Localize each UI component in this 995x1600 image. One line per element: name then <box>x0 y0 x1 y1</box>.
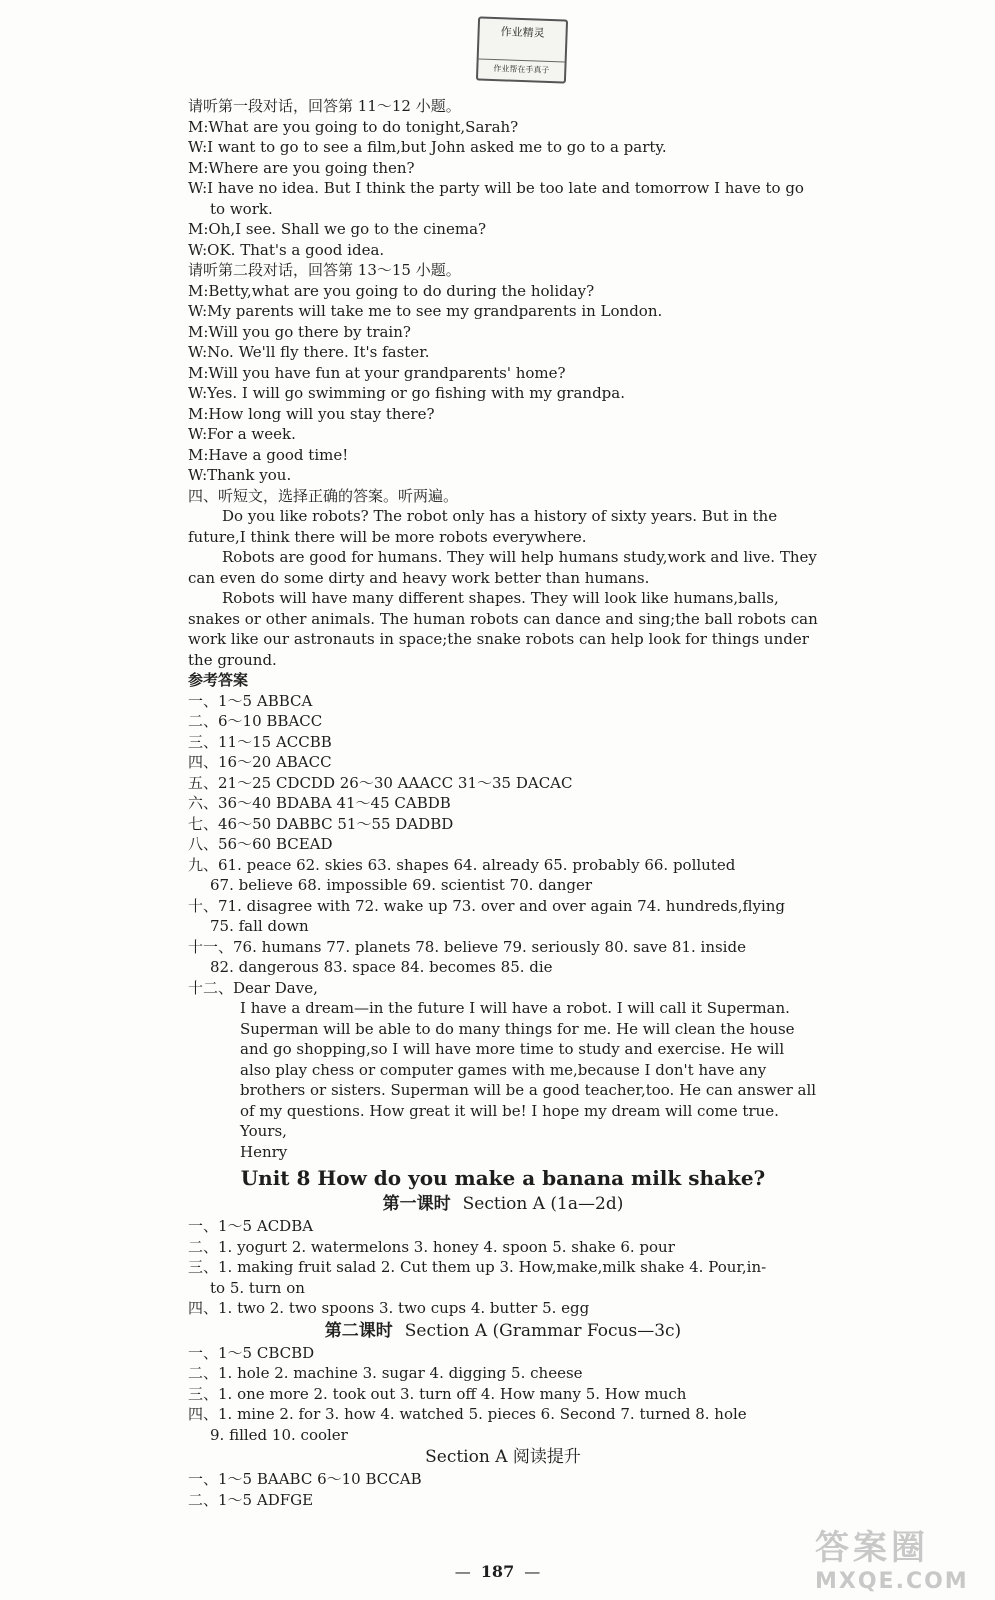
lesson-heading <box>188 1192 818 1216</box>
answer-line: 四、1. mine 2. for 3. how 4. watched 5. pieces 6. Second 7. turned 8. hole <box>188 1405 747 1423</box>
page-dash: — <box>524 1562 541 1581</box>
answer-line: 一、1～5 BAABC 6～10 BCCAB <box>188 1470 422 1488</box>
script-line: W:No. We'll fly there. It's faster. <box>188 343 430 361</box>
answer-line: 七、46～50 DABBC 51～55 DADBD <box>188 814 454 833</box>
script-line: W:OK. That's a good idea. <box>188 240 385 259</box>
answer-line: 一、1～5 ABBCA <box>188 691 313 710</box>
script-line: 请听第二段对话，回答第 13～15 小题。 <box>188 261 461 279</box>
answer-line: 二、1. yogurt 2. watermelons 3. honey 4. spoon 5. shake 6. pour <box>188 1237 675 1256</box>
lesson-heading <box>188 1319 818 1343</box>
reading-section-heading: Section A 阅读提升 <box>425 1447 581 1467</box>
lesson-label: 第一课时 <box>382 1194 451 1214</box>
page-content <box>188 96 818 1510</box>
answer-line: 十二、Dear Dave, <box>188 978 318 997</box>
answer-list <box>188 691 818 999</box>
script-line: M:Betty,what are you going to do during the holiday? <box>188 281 595 300</box>
script-line: M:How long will you stay there? <box>188 404 435 423</box>
answer-line: 十一、76. humans 77. planets 78. believe 79. seriously 80. save 81. inside <box>188 937 746 956</box>
answer-line: 二、1～5 ADFGE <box>188 1490 314 1509</box>
answers-heading: 参考答案 <box>188 671 249 689</box>
lesson-section: Section A (Grammar Focus—3c) <box>404 1320 682 1341</box>
answer-line: 四、1. two 2. two spoons 3. two cups 4. butter 5. egg <box>188 1299 590 1317</box>
passage-paragraph: Do you like robots? The robot only has a history of sixty years. But in the future,I think there will be more robots everywhere. <box>188 507 778 546</box>
answer-line: 75. fall down <box>210 917 309 935</box>
lesson-label: 第二课时 <box>324 1320 393 1341</box>
script-line: W:For a week. <box>188 425 296 443</box>
page-dash: — <box>454 1562 471 1581</box>
sample-letter <box>188 998 818 1162</box>
answer-line: 六、36～40 BDABA 41～45 CABDB <box>188 794 451 812</box>
answer-line: 三、1. one more 2. took out 3. turn off 4. How many 5. How much <box>188 1384 687 1403</box>
listening-script <box>188 96 818 506</box>
answer-line: 三、1. making fruit salad 2. Cut them up 3. How,make,milk shake 4. Pour,in- <box>188 1258 767 1276</box>
watermark-logo <box>815 1520 975 1594</box>
answer-line: 三、11～15 ACCBB <box>188 732 332 751</box>
page-number: 187 <box>480 1562 515 1581</box>
script-line: M:Have a good time! <box>188 445 349 464</box>
answer-line: 67. believe 68. impossible 69. scientist 70. danger <box>210 876 593 894</box>
stamp-text: 作业精灵 <box>500 25 545 40</box>
stamp-subtext: 作业帮在手真子 <box>478 58 565 77</box>
script-line: M:What are you going to do tonight,Sarah? <box>188 117 519 136</box>
stamp-logo <box>476 16 568 83</box>
script-line: W:I want to go to see a film,but John asked me to go to a party. <box>188 138 667 156</box>
letter-closing: Yours, <box>240 1122 287 1140</box>
answer-line: 二、6～10 BBACC <box>188 712 323 730</box>
script-line: M:Where are you going then? <box>188 158 415 177</box>
answer-line: 四、16～20 ABACC <box>188 753 332 771</box>
letter-signature: Henry <box>240 1142 288 1161</box>
answer-line: 二、1. hole 2. machine 3. sugar 4. digging 5. cheese <box>188 1364 583 1382</box>
script-line: M:Will you have fun at your grandparents' home? <box>188 363 566 382</box>
script-line: to work. <box>210 199 273 218</box>
section-heading: 四、听短文，选择正确的答案。听两遍。 <box>188 486 459 505</box>
script-line: W:I have no idea. But I think the party will be too late and tomorrow I have to go <box>188 179 804 197</box>
answer-line: 九、61. peace 62. skies 63. shapes 64. already 65. probably 66. polluted <box>188 855 736 874</box>
unit-title: Unit 8 How do you make a banana milk shake? <box>240 1166 766 1190</box>
script-line: W:My parents will take me to see my grandparents in London. <box>188 302 663 320</box>
script-line: W:Thank you. <box>188 466 292 484</box>
lesson-section: Section A (1a—2d) <box>462 1194 624 1214</box>
script-line: M:Will you go there by train? <box>188 322 411 341</box>
answer-line: 一、1～5 CBCBD <box>188 1343 315 1362</box>
script-line: 请听第一段对话，回答第 11～12 小题。 <box>188 97 461 115</box>
script-line: W:Yes. I will go swimming or go fishing with my grandpa. <box>188 384 625 402</box>
answer-line: 9. filled 10. cooler <box>210 1425 348 1444</box>
answer-line: 八、56～60 BCEAD <box>188 835 333 853</box>
watermark-text: 答案圈 <box>815 1528 929 1568</box>
watermark-url: MXQE.COM <box>815 1569 969 1594</box>
answer-line: 五、21～25 CDCDD 26～30 AAACC 31～35 DACAC <box>188 773 573 792</box>
letter-body: I have a dream—in the future I will have a robot. I will call it Superman. Superman will be able to do many things for me. He will clean the house and go shopping,so I will have more time to study and exercise. He will also play chess or computer games with me,because I don't have any brothers or sisters. Superman will be a good teacher,too. He can answer all of my questions. How great it will be! I hope my dream will come true. <box>240 999 817 1120</box>
passage-paragraph: Robots are good for humans. They will help humans study,work and live. They can even do some dirty and heavy work better than humans. <box>188 548 817 587</box>
answer-line: 十、71. disagree with 72. wake up 73. over and over again 74. hundreds,flying <box>188 896 786 915</box>
reading-passage <box>188 506 818 670</box>
answer-line: 一、1～5 ACDBA <box>188 1217 314 1235</box>
passage-paragraph: Robots will have many different shapes. They will look like humans,balls, snakes or other animals. The human robots can dance and sing;the ball robots can work like our astronauts in space;the snake robots can help look for things under the ground. <box>188 589 818 669</box>
answer-line: to 5. turn on <box>210 1278 305 1297</box>
answer-line: 82. dangerous 83. space 84. becomes 85. die <box>210 958 553 976</box>
script-line: M:Oh,I see. Shall we go to the cinema? <box>188 220 487 238</box>
